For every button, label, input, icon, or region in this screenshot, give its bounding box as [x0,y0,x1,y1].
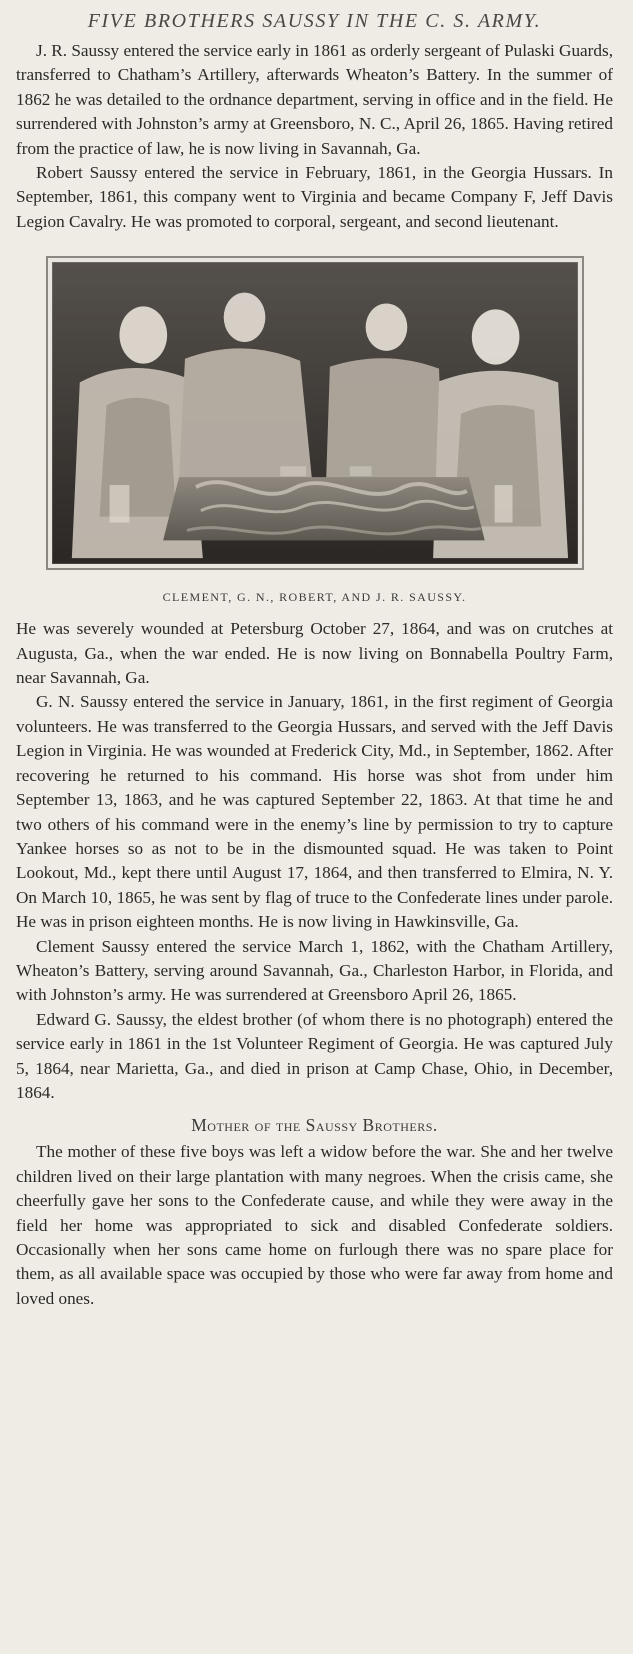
section-spacer [16,1105,613,1107]
paragraph-edward-saussy: Edward G. Saussy, the eldest brother (of whom there is no photograph) entered the service early in 1861 in the 1st Volunteer Regiment of Georgia. He was captured July 5, 1864, near Marietta, Ga., and died in prison at Camp Chase, Ohio, in December, 1864. [16,1009,613,1102]
paragraph-robert-saussy-continued: He was severely wounded at Petersburg October 27, 1864, and was on crutches at Augusta, Ga., when the war ended. He is now living on Bonnabella Poultry Farm, near Savannah, Ga. [16,619,613,688]
photo-image [52,262,578,564]
paragraph-mother-saussy: The mother of these five boys was left a widow before the war. She and her twelve children lived on their large plantation with many negroes. When the crisis came, she cheerfully gave her sons to the Confederate cause, and while they were away in the field her home was appropriated to sick and disabled Confederate soldiers. Occasionally when her sons came home on furlough there was no spare place for them, as all available space was occupied by those who were far away from home and loved ones. [16,1142,613,1308]
page-title: FIVE BROTHERS SAUSSY IN THE C. S. ARMY. [87,10,542,32]
photo-caption: CLEMENT, G. N., ROBERT, AND J. R. SAUSSY. [162,590,467,605]
paragraph-jr-saussy: J. R. Saussy entered the service early in 1861 as orderly sergeant of Pulaski Guards, transferred to Chatham’s Artillery, afterwards Wheaton’s Battery. In the summer of 1862 he was detailed to the ordnance department, serving in office and in the field. He surrendered with Johnston’s army at Greensboro, N. C., April 26, 1865. Having retired from the practice of law, he is now living in Savannah, Ga. [16,41,613,158]
paragraph-gn-saussy: G. N. Saussy entered the service in January, 1861, in the first regiment of Georgia volunteers. He was transferred to the Georgia Hussars, and served with the Jeff Davis Legion in Virginia. He was wounded at Frederick City, Md., in September, 1862. After recovering he returned to his command. His horse was shot from under him September 13, 1863, and he was captured September 22, 1863. At that time he and two others of his command were in the enemy’s line by permission to try to capture Yankee horses so as not to be in the dismounted squad. He was taken to Point Lookout, Md., kept there until August 17, 1864, and then transferred to Elmira, N. Y. On March 10, 1865, he was sent by flag of truce to the Confederate lines under parole. He was in prison eighteen months. He is now living in Hawkinsville, Ga. [16,692,613,932]
mother-section-heading: Mother of the Saussy Brothers. [191,1115,438,1136]
paragraph-clement-saussy: Clement Saussy entered the service March 1, 1862, with the Chatham Artillery, Wheaton’s Battery, serving around Savannah, Ga., Charleston Harbor, in Florida, and with Johnston’s army. He was surrendered at Greensboro April 26, 1865. [16,936,613,1005]
photo-figure [16,256,613,605]
paragraph-robert-saussy-intro: Robert Saussy entered the service in February, 1861, in the Georgia Hussars. In September, 1861, this company went to Virginia and became Company F, Jeff Davis Legion Cavalry. He was promoted to corporal, sergeant, and second lieutenant. [16,163,613,231]
saussy-brothers-photo [46,256,584,570]
